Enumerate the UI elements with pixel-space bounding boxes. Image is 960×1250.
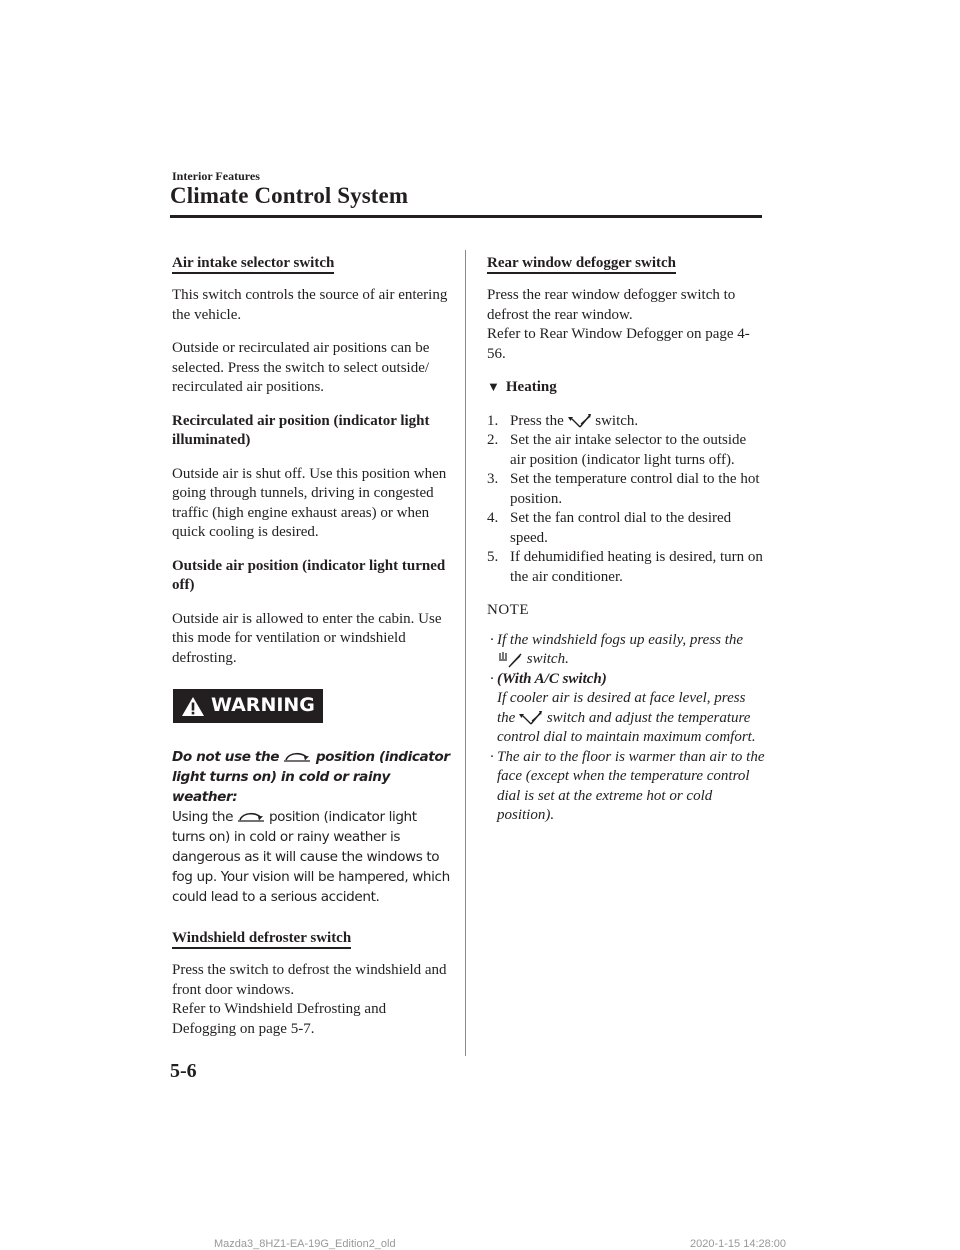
warning-title: [172, 749, 450, 805]
foot-defrost-icon: [497, 651, 523, 669]
heating-step-2: 2. Set the air intake selector to the outside air position (indicator light turns off).: [487, 432, 747, 468]
title-rule: [170, 215, 762, 218]
windshield-text-1: Press the switch to defrost the windshield and front door windows.: [172, 962, 447, 998]
right-column: [487, 254, 765, 826]
foot-heat-icon: [519, 710, 543, 726]
rear-defogger-heading: Rear window defogger switch: [487, 254, 765, 274]
warning-label: WARNING: [211, 694, 315, 717]
windshield-heading: Windshield defroster switch: [172, 929, 450, 949]
warning-title-post: position (indicator light turns on) in cold or rainy weather:: [172, 749, 450, 805]
heating-steps: [487, 412, 765, 588]
note-label: NOTE: [487, 602, 529, 618]
rear-defogger-text-1: Press the rear window defogger switch to defrost the rear window.: [487, 287, 736, 323]
heating-step-5: 5. If dehumidified heating is desired, turn on the air conditioner.: [487, 549, 763, 585]
outside-air-heading: Outside air position (indicator light turned off): [172, 557, 446, 593]
air-intake-paragraph-1: This switch controls the source of air entering the vehicle.: [172, 287, 448, 323]
column-divider: [465, 250, 466, 1056]
recirculated-heading: Recirculated air position (indicator light illuminated): [172, 412, 430, 448]
heating-heading: ▼ Heating: [487, 379, 557, 395]
windshield-text-2: Refer to Windshield Defrosting and Defogging on page 5-7.: [172, 1001, 387, 1037]
footer-timestamp: 2020-1-15 14:28:00: [690, 1238, 787, 1250]
warning-body-post: position (indicator light turns on) in cold or rainy weather is dangerous as it will cause the windows to fog up. Your vision will be hampered, which could lead to a serious accident.: [172, 809, 450, 905]
page-title: Climate Control System: [170, 183, 409, 208]
heating-step-1: 1. Press the switch.: [487, 412, 639, 429]
note-list: [487, 631, 765, 826]
recirculated-text: Outside air is shut off. Use this position when going through tunnels, driving in congested traffic (high engine exhaust areas) or when quick cooling is desired.: [172, 465, 447, 540]
outside-air-text: Outside air is allowed to enter the cabin. Use this mode for ventilation or windshield defrosting.: [172, 610, 442, 666]
triangle-down-icon: ▼: [487, 379, 500, 394]
footer-doc-id: Mazda3_8HZ1-EA-19G_Edition2_old: [214, 1238, 396, 1250]
recirculate-air-icon: [237, 811, 265, 823]
heating-step-4: 4. Set the fan control dial to the desired speed.: [487, 510, 732, 546]
note-item-3: · The air to the floor is warmer than air to the face (except when the temperature control dial is set at the extreme hot or cold position).: [489, 748, 765, 823]
note-item-2: · (With A/C switch) If cooler air is desired at face level, press the switch and adjust the temperature control dial to maintain maximum comfort.: [489, 670, 756, 745]
foot-heat-icon: [568, 413, 592, 429]
note-item-1: · If the windshield fogs up easily, press the switch.: [489, 631, 744, 667]
air-intake-heading: Air intake selector switch: [172, 254, 450, 274]
left-column: [172, 254, 450, 1039]
warning-body-pre: Using the: [172, 809, 234, 825]
warning-title-pre: Do not use the: [172, 749, 280, 765]
warning-text: [172, 747, 450, 907]
recirculate-air-icon: [283, 751, 311, 763]
warning-badge: [173, 689, 323, 723]
air-intake-paragraph-2: Outside or recirculated air positions can be selected. Press the switch to select outside/ recirculated air positions.: [172, 340, 430, 395]
warning-triangle-icon: [181, 696, 205, 717]
section-label: Interior Features: [172, 169, 260, 183]
page-number: 5-6: [170, 1060, 197, 1082]
rear-defogger-text-2: Refer to Rear Window Defogger on page 4-56.: [487, 326, 750, 362]
warning-block: [172, 689, 450, 907]
heating-step-3: 3. Set the temperature control dial to the hot position.: [487, 471, 760, 507]
